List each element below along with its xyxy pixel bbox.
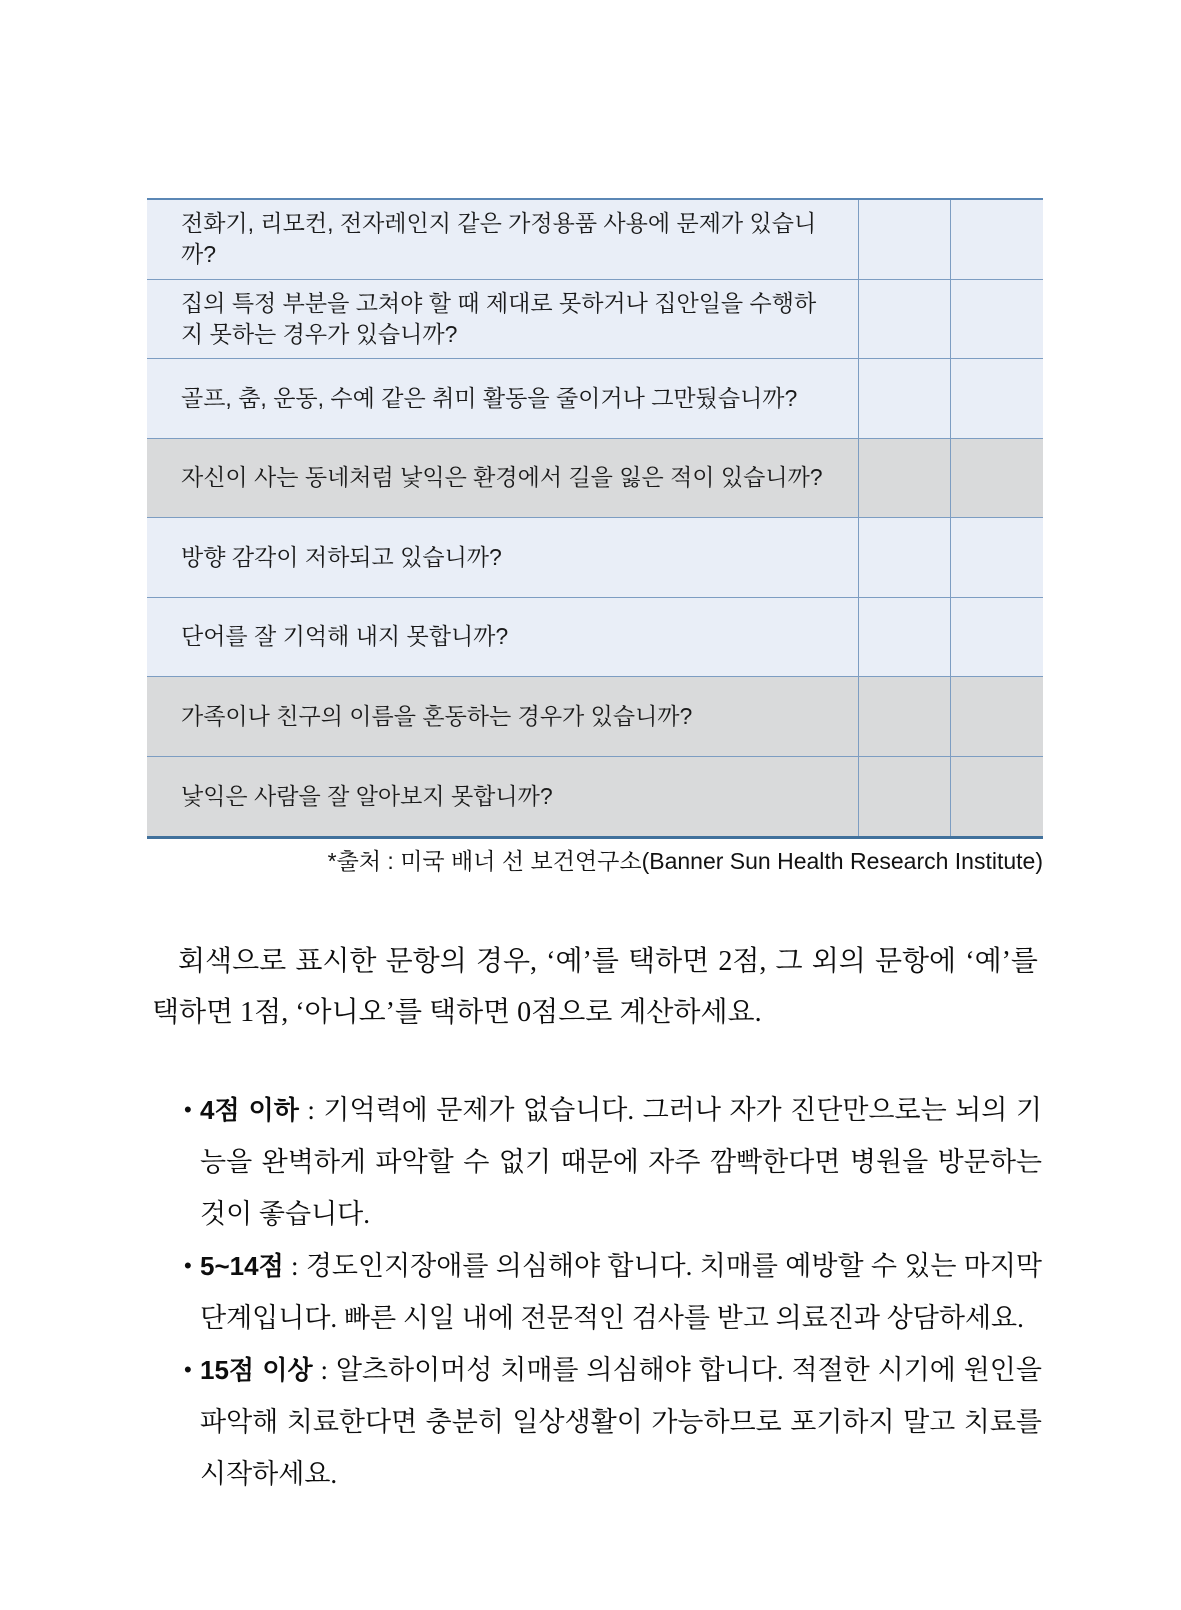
answer-cell-no	[951, 359, 1043, 438]
score-guide-item	[152, 1084, 1042, 1240]
score-guide-text: 경도인지장애를 의심해야 합니다. 치매를 예방할 수 있는 마지막 단계입니다. 빠른 시일 내에 전문적인 검사를 받고 의료진과 상담하세요.	[200, 1251, 1042, 1333]
answer-cell-no	[951, 518, 1043, 597]
answer-cell-yes	[859, 359, 951, 438]
question-cell: 낯익은 사람을 잘 알아보지 못합니까?	[147, 757, 859, 837]
answer-cell-yes	[859, 280, 951, 359]
answer-cell-no	[951, 280, 1043, 359]
answer-cell-yes	[859, 518, 951, 597]
question-cell: 집의 특정 부분을 고쳐야 할 때 제대로 못하거나 집안일을 수행하지 못하는 경우가 있습니까?	[147, 280, 859, 359]
answer-cell-yes	[859, 757, 951, 837]
question-cell: 가족이나 친구의 이름을 혼동하는 경우가 있습니까?	[147, 677, 859, 756]
table-row-highlighted	[147, 439, 1043, 519]
table-row-highlighted	[147, 757, 1043, 837]
table-row	[147, 518, 1043, 598]
source-note: *출처 : 미국 배너 선 보건연구소(Banner Sun Health Research Institute)	[327, 848, 1043, 874]
question-cell: 자신이 사는 동네처럼 낯익은 환경에서 길을 잃은 적이 있습니까?	[147, 439, 859, 518]
score-range-label: 5~14점	[200, 1251, 284, 1281]
score-guide-text: 기억력에 문제가 없습니다. 그러나 자가 진단만으로는 뇌의 기능을 완벽하게 파악할 수 없기 때문에 자주 깜빡한다면 병원을 방문하는 것이 좋습니다.	[200, 1095, 1042, 1229]
table-row	[147, 280, 1043, 360]
questionnaire-table	[147, 198, 1043, 839]
bullet-marker: •	[184, 1097, 192, 1122]
scoring-intro-paragraph: 회색으로 표시한 문항의 경우, ‘예’를 택하면 2점, 그 외의 문항에 ‘예’를 택하면 1점, ‘아니오’를 택하면 0점으로 계산하세요.	[152, 946, 1038, 1028]
answer-cell-no	[951, 677, 1043, 756]
question-cell: 전화기, 리모컨, 전자레인지 같은 가정용품 사용에 문제가 있습니까?	[147, 200, 859, 279]
answer-cell-no	[951, 439, 1043, 518]
score-guide-list	[152, 1084, 1042, 1500]
answer-cell-no	[951, 200, 1043, 279]
table-row	[147, 598, 1043, 678]
answer-cell-yes	[859, 439, 951, 518]
label-separator: :	[312, 1355, 336, 1385]
score-guide-text: 알츠하이머성 치매를 의심해야 합니다. 적절한 시기에 원인을 파악해 치료한다면 충분히 일상생활이 가능하므로 포기하지 말고 치료를 시작하세요.	[200, 1355, 1042, 1489]
score-guide-item	[152, 1344, 1042, 1500]
bullet-marker: •	[184, 1357, 192, 1382]
label-separator: :	[283, 1251, 306, 1281]
score-range-label: 4점 이하	[200, 1095, 299, 1125]
question-cell: 골프, 춤, 운동, 수예 같은 취미 활동을 줄이거나 그만뒀습니까?	[147, 359, 859, 438]
answer-cell-yes	[859, 200, 951, 279]
answer-cell-yes	[859, 677, 951, 756]
answer-cell-yes	[859, 598, 951, 677]
score-guide-item	[152, 1240, 1042, 1344]
table-row-highlighted	[147, 677, 1043, 757]
table-row	[147, 359, 1043, 439]
score-range-label: 15점 이상	[200, 1355, 313, 1385]
question-cell: 방향 감각이 저하되고 있습니까?	[147, 518, 859, 597]
label-separator: :	[298, 1095, 324, 1125]
question-cell: 단어를 잘 기억해 내지 못합니까?	[147, 598, 859, 677]
answer-cell-no	[951, 757, 1043, 837]
table-row	[147, 200, 1043, 280]
bullet-marker: •	[184, 1253, 192, 1278]
answer-cell-no	[951, 598, 1043, 677]
